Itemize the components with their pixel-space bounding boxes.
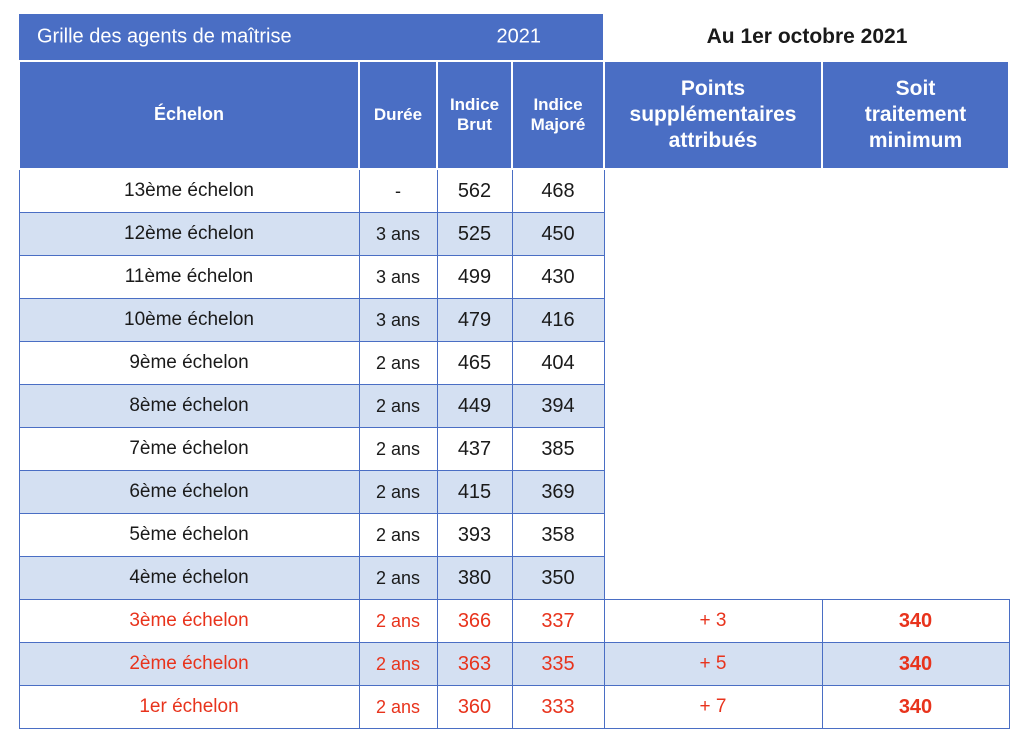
cell-soit-empty [822,299,1009,342]
cell-indice-brut: 415 [437,471,512,514]
cell-duree: 2 ans [359,428,437,471]
cell-soit-empty [822,385,1009,428]
cell-indice-majore: 394 [512,385,604,428]
cell-indice-brut: 437 [437,428,512,471]
cell-indice-majore: 337 [512,600,604,643]
date-note: Au 1er octobre 2021 [604,14,1009,61]
table-row [19,342,1009,385]
table-row [19,600,1009,643]
cell-soit-empty [822,256,1009,299]
cell-indice-majore: 335 [512,643,604,686]
cell-points-empty [604,213,822,256]
cell-indice-majore: 404 [512,342,604,385]
cell-indice-brut: 393 [437,514,512,557]
cell-soit: 340 [822,643,1009,686]
cell-duree: - [359,169,437,213]
cell-points-empty [604,385,822,428]
cell-echelon: 11ème échelon [19,256,359,299]
table-body [19,169,1009,729]
cell-soit-empty [822,342,1009,385]
cell-echelon: 5ème échelon [19,514,359,557]
table-row [19,471,1009,514]
col-header-points [604,61,822,169]
cell-indice-brut: 562 [437,169,512,213]
cell-indice-brut: 366 [437,600,512,643]
column-header-row [19,61,1009,169]
table-row [19,385,1009,428]
cell-soit-empty [822,471,1009,514]
cell-indice-majore: 450 [512,213,604,256]
salary-grid-table [18,14,1010,729]
col-header-points-line1: Points [680,76,746,100]
table-row [19,557,1009,600]
table-row [19,686,1009,729]
cell-echelon: 1er échelon [19,686,359,729]
cell-duree: 2 ans [359,557,437,600]
cell-indice-brut: 363 [437,643,512,686]
cell-echelon: 3ème échelon [19,600,359,643]
grid-title-cell [19,14,604,61]
col-header-indice-majore [512,61,604,169]
cell-duree: 3 ans [359,299,437,342]
cell-echelon: 6ème échelon [19,471,359,514]
cell-points-empty [604,557,822,600]
cell-points-empty [604,514,822,557]
table-row [19,428,1009,471]
cell-duree: 2 ans [359,686,437,729]
col-header-indice-brut-line2: Brut [457,115,492,134]
table-header [19,14,1009,169]
cell-indice-brut: 380 [437,557,512,600]
cell-points-empty [604,256,822,299]
cell-indice-brut: 360 [437,686,512,729]
col-header-duree: Durée [359,61,437,169]
col-header-indice-majore-line2: Majoré [530,115,586,134]
col-header-indice-brut [437,61,512,169]
cell-indice-brut: 525 [437,213,512,256]
cell-points-empty [604,428,822,471]
table-row [19,514,1009,557]
cell-echelon: 4ème échelon [19,557,359,600]
cell-echelon: 7ème échelon [19,428,359,471]
col-header-soit-line2: traitement [864,102,967,126]
cell-points-empty [604,299,822,342]
grid-title: Grille des agents de maîtrise [37,25,292,48]
cell-indice-brut: 479 [437,299,512,342]
cell-soit: 340 [822,686,1009,729]
table-row [19,169,1009,213]
cell-duree: 2 ans [359,514,437,557]
cell-soit-empty [822,213,1009,256]
table-row [19,213,1009,256]
cell-soit-empty [822,514,1009,557]
cell-echelon: 2ème échelon [19,643,359,686]
cell-soit-empty [822,169,1009,213]
cell-echelon: 10ème échelon [19,299,359,342]
col-header-soit [822,61,1009,169]
title-row [19,14,1009,61]
cell-indice-majore: 369 [512,471,604,514]
cell-indice-brut: 449 [437,385,512,428]
cell-echelon: 13ème échelon [19,169,359,213]
cell-duree: 2 ans [359,385,437,428]
table-row [19,299,1009,342]
cell-duree: 2 ans [359,471,437,514]
cell-points: + 7 [604,686,822,729]
cell-soit: 340 [822,600,1009,643]
col-header-indice-majore-line1: Indice [533,94,583,114]
table-row [19,643,1009,686]
cell-points: + 3 [604,600,822,643]
cell-duree: 3 ans [359,213,437,256]
col-header-soit-line3: minimum [868,129,963,153]
cell-indice-brut: 465 [437,342,512,385]
cell-duree: 2 ans [359,342,437,385]
cell-duree: 2 ans [359,600,437,643]
col-header-points-line2: supplémentaires [629,102,797,126]
cell-indice-majore: 333 [512,686,604,729]
cell-indice-majore: 416 [512,299,604,342]
cell-echelon: 8ème échelon [19,385,359,428]
cell-indice-majore: 385 [512,428,604,471]
col-header-echelon: Échelon [19,61,359,169]
grid-year: 2021 [496,25,541,48]
cell-points: + 5 [604,643,822,686]
cell-points-empty [604,342,822,385]
col-header-indice-brut-line1: Indice [449,94,500,114]
cell-indice-majore: 350 [512,557,604,600]
cell-duree: 3 ans [359,256,437,299]
cell-duree: 2 ans [359,643,437,686]
col-header-points-line3: attribués [668,129,758,153]
col-header-soit-line1: Soit [895,76,936,100]
cell-soit-empty [822,428,1009,471]
cell-indice-brut: 499 [437,256,512,299]
cell-echelon: 12ème échelon [19,213,359,256]
cell-soit-empty [822,557,1009,600]
cell-points-empty [604,169,822,213]
cell-points-empty [604,471,822,514]
cell-indice-majore: 358 [512,514,604,557]
cell-echelon: 9ème échelon [19,342,359,385]
table-row [19,256,1009,299]
cell-indice-majore: 430 [512,256,604,299]
cell-indice-majore: 468 [512,169,604,213]
